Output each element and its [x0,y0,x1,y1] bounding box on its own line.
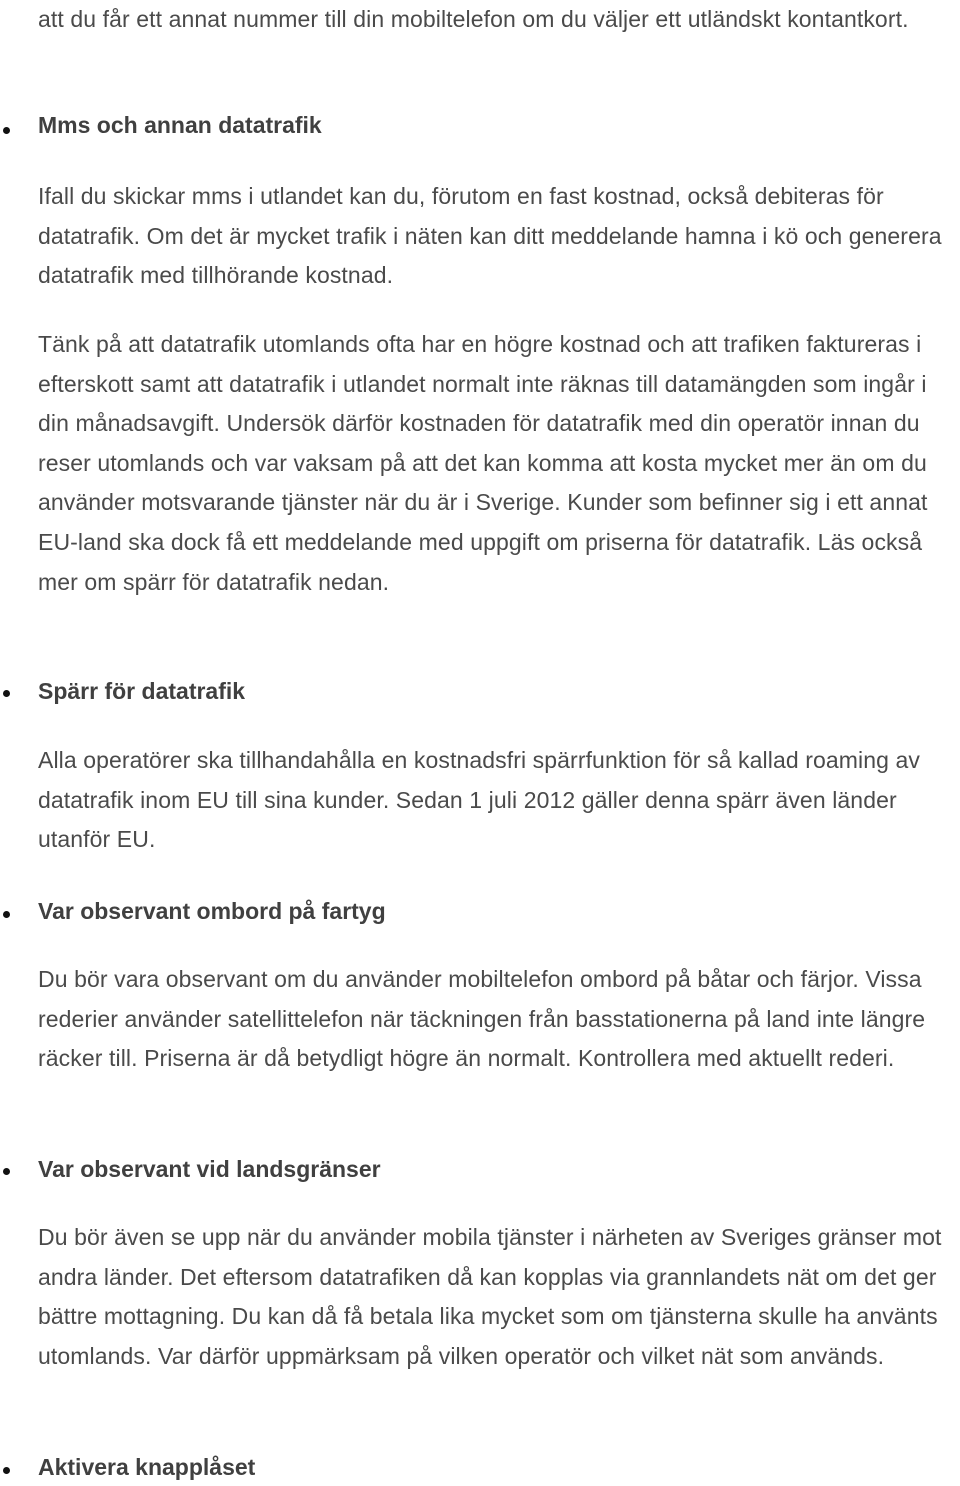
bullet-icon [3,911,10,918]
section-heading-mms: Mms och annan datatrafik [38,112,322,138]
section-borders-paragraph: Du bör även se upp när du använder mobila tjänster i närheten av Sveriges gränser mot andra länder. Det eftersom datatrafiken då kan kopplas via grannlandets nät om det ger bättre mottagning. Du kan då få betala lika mycket som om tjänsterna skulle ha använts utomlands. Var därför uppmärksam på vilken operatör och vilket nät som används. [38,1224,942,1369]
section-data-block-paragraph: Alla operatörer ska tillhandahålla en kostnadsfri spärrfunktion för så kallad roaming av datatrafik inom EU till sina kunder. Sedan 1 juli 2012 gäller denna spärr även länder utanför EU. [38,747,920,853]
bullet-icon [3,690,10,697]
section-heading-data-block: Spärr för datatrafik [38,678,246,704]
section-ships-paragraph: Du bör vara observant om du använder mobiltelefon ombord på båtar och färjor. Vissa rederier använder satellittelefon när täckningen från basstationerna på land inte längre räcker till. Priserna är då betydligt högre än normalt. Kontrollera med aktuellt rederi. [38,966,926,1072]
bullet-icon [3,1467,10,1474]
section-heading-keylock: Aktivera knapplåset [38,1454,256,1480]
intro-paragraph: att du får ett annat nummer till din mobiltelefon om du väljer ett utländskt kontantkort. [38,6,909,32]
section-mms-paragraph-1: Ifall du skickar mms i utlandet kan du, förutom en fast kostnad, också debiteras för datatrafik. Om det är mycket trafik i näten kan ditt meddelande hamna i kö och generera datatrafik med tillhörande kostnad. [38,183,942,289]
section-heading-borders: Var observant vid landsgränser [38,1156,381,1182]
section-heading-ships: Var observant ombord på fartyg [38,898,386,924]
bullet-icon [3,1168,10,1175]
section-mms-paragraph-2: Tänk på att datatrafik utomlands ofta har en högre kostnad och att trafiken faktureras i efterskott samt att datatrafik i utlandet normalt inte räknas till datamängden som ingår i din månadsavgift. Undersök därför kostnaden för datatrafik med din operatör innan du reser utomlands och var vaksam på att det kan komma att kosta mycket mer än om du använder motsvarande tjänster när du är i Sverige. Kunder som befinner sig i ett annat EU-land ska dock få ett meddelande med uppgift om priserna för datatrafik. Läs också mer om spärr för datatrafik nedan. [38,331,928,595]
bullet-icon [3,127,10,134]
